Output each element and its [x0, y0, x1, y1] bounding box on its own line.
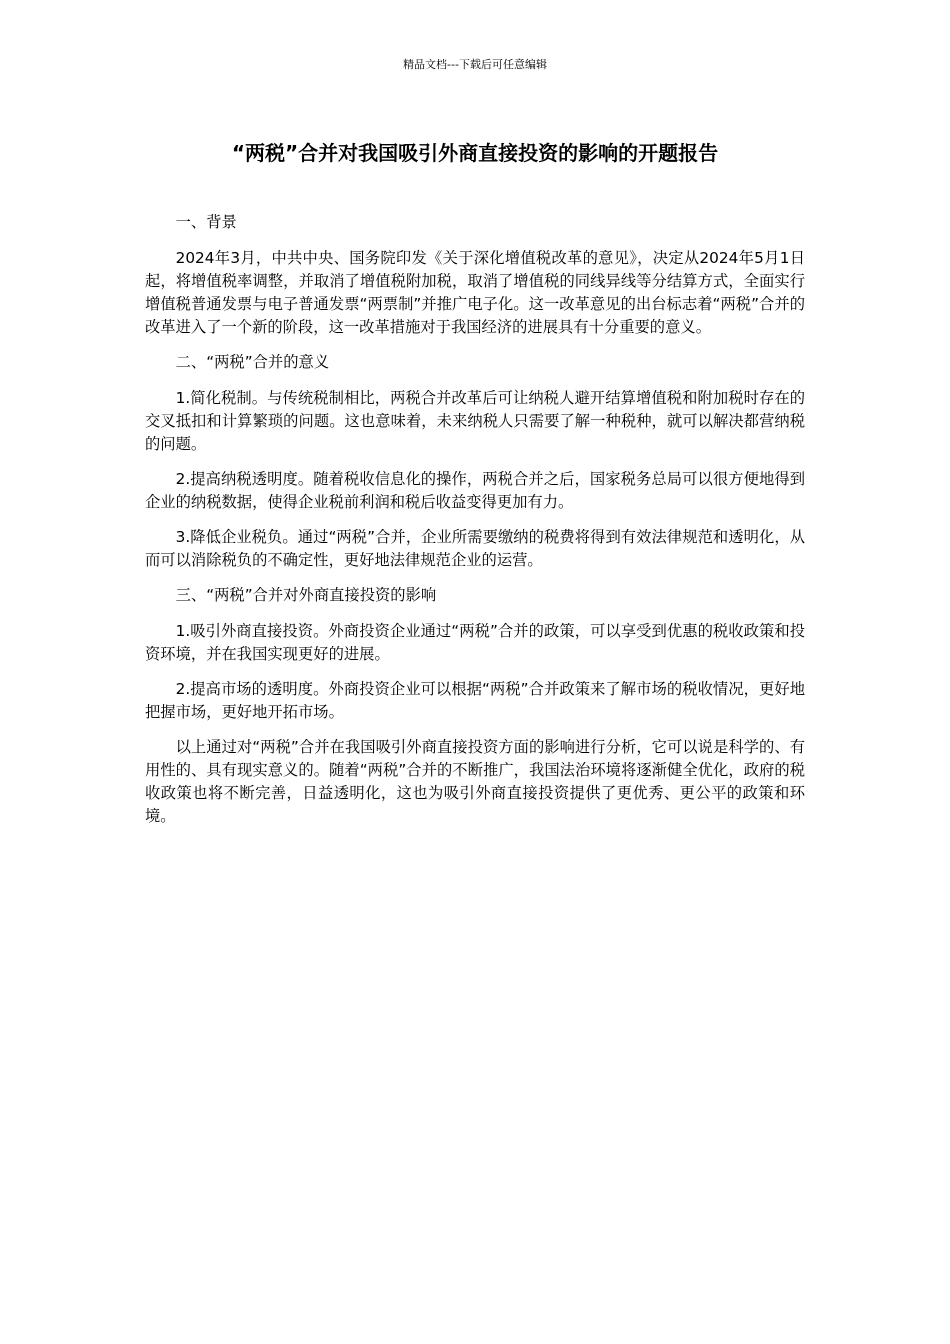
- paragraph-transparency: 2.提高纳税透明度。随着税收信息化的操作，两税合并之后，国家税务总局可以很方便地得到企业的纳税数据，使得企业税前利润和税后收益变得更加有力。: [145, 470, 805, 511]
- section-heading-impact: 三、“两税”合并对外商直接投资的影响: [175, 586, 437, 604]
- paragraph-market-transparency: 2.提高市场的透明度。外商投资企业可以根据“两税”合并政策来了解市场的税收情况，更好地把握市场，更好地开拓市场。: [145, 680, 805, 721]
- section-heading-background: 一、背景: [175, 213, 237, 231]
- paragraph-attract-investment: 1.吸引外商直接投资。外商投资企业通过“两税”合并的政策，可以享受到优惠的税收政策和投资环境，并在我国实现更好的进展。: [145, 622, 805, 663]
- header-note: 精品文档---下载后可任意编辑: [403, 58, 547, 71]
- document-title: “两税”合并对我国吸引外商直接投资的影响的开题报告: [231, 141, 719, 165]
- paragraph-simplify-tax: 1.简化税制。与传统税制相比，两税合并改革后可让纳税人避开结算增值税和附加税时存在的交叉抵扣和计算繁琐的问题。这也意味着，未来纳税人只需要了解一种税种，就可以解决都营纳税的问题。: [145, 389, 805, 453]
- document-body: [145, 211, 805, 840]
- paragraph-conclusion: 以上通过对“两税”合并在我国吸引外商直接投资方面的影响进行分析，它可以说是科学的、有用性的、具有现实意义的。随着“两税”合并的不断推广，我国法治环境将逐渐健全优化，政府的税收政策也将不断完善，日益透明化，这也为吸引外商直接投资提供了更优秀、更公平的政策和环境。: [145, 738, 805, 825]
- paragraph-background: 2024年3月，中共中央、国务院印发《关于深化增值税改革的意见》，决定从2024年5月1日起，将增值税率调整，并取消了增值税附加税，取消了增值税的同线异线等分结算方式，全面实行增值税普通发票与电子普通发票“两票制”并推广电子化。这一改革意见的出台标志着“两税”合并的改革进入了一个新的阶段，这一改革措施对于我国经济的进展具有十分重要的意义。: [145, 249, 805, 336]
- paragraph-reduce-burden: 3.降低企业税负。通过“两税”合并，企业所需要缴纳的税费将得到有效法律规范和透明化，从而可以消除税负的不确定性，更好地法律规范企业的运营。: [145, 528, 805, 569]
- section-heading-significance: 二、“两税”合并的意义: [175, 353, 330, 371]
